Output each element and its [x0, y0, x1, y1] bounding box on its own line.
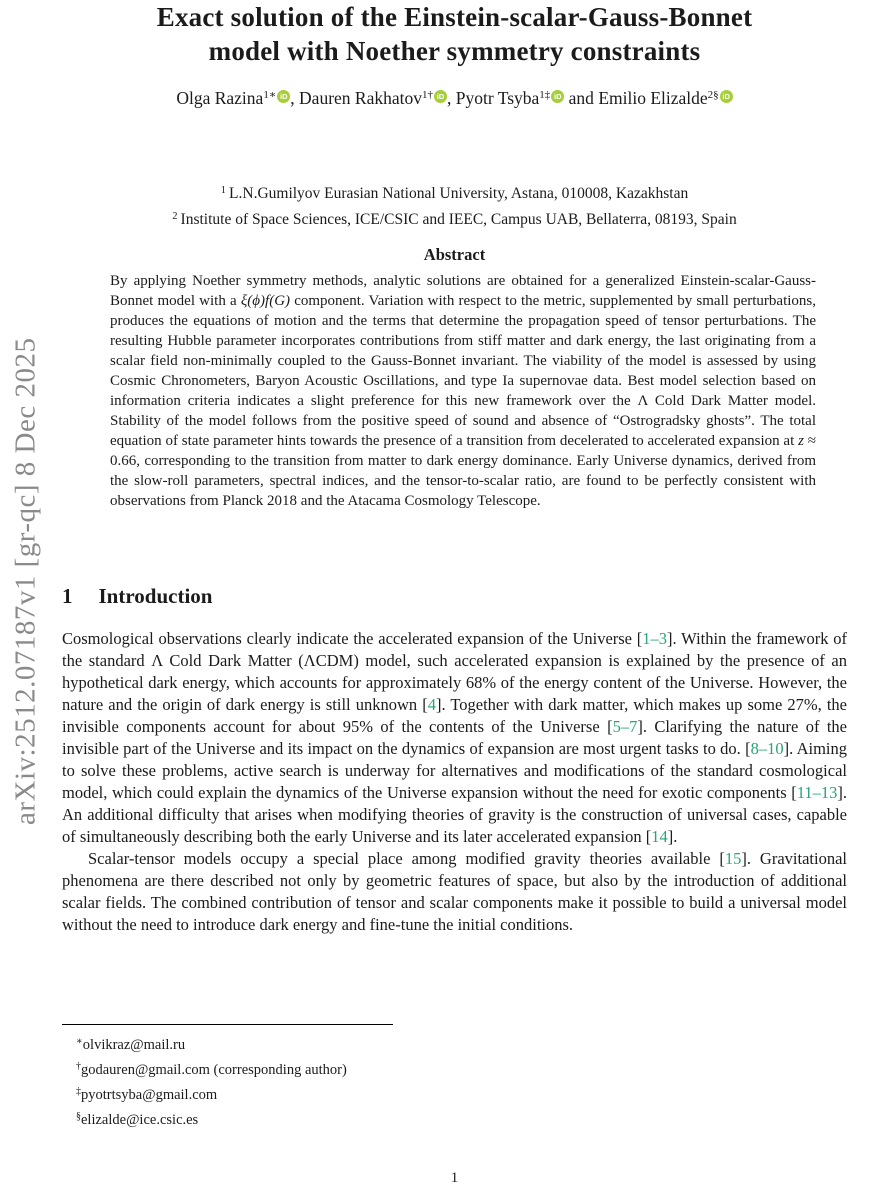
orcid-icon[interactable]: iD [551, 90, 564, 103]
orcid-icon[interactable]: iD [434, 90, 447, 103]
citation-bracket: ] [435, 695, 442, 714]
footnote-line [62, 1081, 662, 1106]
arxiv-banner: arXiv:2512.07187v1 [gr-qc] 8 Dec 2025 [9, 337, 42, 825]
text-run: . Aiming to solve these problems, active search is underway for alternatives and modifications of the standard cosmological model, which could explain the dynamics of the Universe expansion without the need for exotic components [62, 739, 847, 802]
footnote-line [62, 1031, 662, 1056]
citation-bracket: ] [637, 717, 643, 736]
text-run: . Clarifying the nature of the invisible part of the Universe and its impact on the dynamics of expansion are most urgent tasks to do. [62, 717, 847, 758]
text-run: . [673, 827, 678, 846]
text-run: By applying Noether symmetry methods, analytic solutions are obtained for a generalized Einstein-scalar-Gauss-Bonnet model with a [110, 273, 816, 309]
author-footnote-marker: 1† [422, 89, 433, 101]
footnote-line [62, 1056, 662, 1081]
citation-bracket: [ [422, 695, 428, 714]
citation-bracket: [ [607, 717, 613, 736]
paper-title [62, 0, 847, 68]
author-separator: , [290, 88, 300, 108]
citation-link[interactable] [637, 629, 673, 648]
text-run: Scalar-tensor models occupy a special place among modified gravity theories available [88, 849, 720, 868]
orcid-icon[interactable]: iD [277, 90, 290, 103]
orcid-icon[interactable]: iD [720, 90, 733, 103]
paragraph [62, 628, 847, 848]
author-separator: , [447, 88, 456, 108]
affiliation-number: 1 [220, 185, 227, 196]
author-separator: and [564, 88, 599, 108]
footnote-email: elizalde@ice.csic.es [81, 1112, 199, 1128]
paper-title-line2: model with Noether symmetry constraints [208, 36, 701, 66]
citation-link[interactable] [791, 783, 843, 802]
section-title: Introduction [98, 584, 213, 608]
author-footnote-marker: 1∗ [263, 89, 277, 101]
footnote-line [62, 1106, 662, 1131]
citation-link[interactable] [719, 849, 747, 868]
citation-number: 14 [651, 827, 668, 846]
introduction-text [62, 628, 847, 936]
citation-link[interactable] [646, 827, 674, 846]
footnote-marker: § [76, 1111, 81, 1122]
footnote-marker: ∗ [76, 1036, 83, 1047]
text-run: . Together with dark matter, which makes up some 27%, the invisible components account for about 95% of the contents of the Universe [62, 695, 847, 736]
citation-number: 11–13 [796, 783, 838, 802]
citation-bracket: ] [667, 629, 673, 648]
citation-bracket: ] [837, 783, 843, 802]
text-run: . Within the framework of the standard Λ Cold Dark Matter (ΛCDM) model, such accelerated expansion is explained by the presence of an hypothetical dark energy, which accounts for approximately 68% of the energy content of the Universe. However, the nature and the origin of dark energy is still unknown [62, 629, 847, 714]
text-run: Cosmological observations clearly indicate the accelerated expansion of the Universe [62, 629, 637, 648]
footnotes [62, 1031, 662, 1131]
author-name: Dauren Rakhatov [299, 88, 422, 108]
citation-bracket: [ [791, 783, 797, 802]
author-name: Olga Razina [176, 88, 264, 108]
affiliation-number: 2 [172, 210, 178, 222]
text-run: . Gravitational phenomena are there described not only by geometric features of space, but also by the introduction of additional scalar fields. The combined contribution of tensor and scalar components make it possible to build a universal model without the need to introduce dark energy and fine-tune the initial conditions. [62, 849, 847, 934]
footnote-email: olvikraz@mail.ru [82, 1037, 186, 1053]
citation-number: 15 [724, 849, 742, 868]
citation-number: 5–7 [612, 717, 638, 736]
text-run: ≈ 0.66, corresponding to the transition from matter to dark energy dominance. Early Universe dynamics, derived from the slow-roll parameters, spectral indices, and the tensor-to-scalar ratio, are found to be perfectly consistent with observations from Planck 2018 and the Atacama Cosmology Telescope. [110, 433, 816, 509]
citation-number: 4 [427, 695, 436, 714]
affiliation-line [62, 206, 847, 232]
math-inline: z [798, 433, 804, 449]
citation-bracket: [ [645, 827, 652, 846]
citation-link[interactable] [745, 739, 789, 758]
citation-bracket: ] [741, 849, 747, 868]
text-run: . An additional difficulty that arises when modifying theories of gravity is the construction of universal cases, capable of simultaneously describing both the early Universe and its later accelerated expansion [62, 783, 847, 846]
citation-number: 8–10 [750, 739, 784, 758]
page-number: 1 [450, 1170, 459, 1186]
affiliation-text: Institute of Space Sciences, ICE/CSIC and IEEC, Campus UAB, Bellaterra, 08193, Spain [180, 210, 737, 228]
citation-bracket: [ [719, 849, 725, 868]
section-heading-introduction [62, 584, 212, 609]
section-number: 1 [62, 584, 73, 608]
paper-title-line1: Exact solution of the Einstein-scalar-Gauss-Bonnet [156, 2, 753, 32]
abstract-heading: Abstract [423, 245, 486, 264]
citation-bracket: [ [745, 739, 751, 758]
citation-number: 1–3 [642, 629, 668, 648]
text-run: component. Variation with respect to the metric, supplemented by small perturbations, produces the equations of motion and the terms that determine the propagation speed of tensor perturbations. The resulting Hubble parameter incorporates contributions from stiff matter and dark energy, the last originating from a scalar field non-minimally coupled to the Gauss-Bonnet invariant. The viability of the model is assessed by using Cosmic Chronometers, Baryon Acoustic Oscillations, and type Ia supernovae data. Best model selection based on information criteria indicates a slight preference for this new framework over the Λ Cold Dark Matter model. Stability of the model follows from the positive speed of sound and absence of “Ostrogradsky ghosts”. The total equation of state parameter hints towards the presence of a transition from decelerated to accelerated expansion at [110, 293, 816, 449]
footnote-marker: † [76, 1061, 81, 1072]
content-column [62, 0, 847, 1200]
affiliations [62, 180, 847, 231]
footnote-email: pyotrtsyba@gmail.com [81, 1087, 218, 1103]
author-footnote-marker: 2§ [707, 89, 719, 101]
author-line [62, 88, 847, 109]
math-inline: ξ(ϕ)f(G) [240, 293, 291, 309]
abstract-text [110, 271, 816, 511]
author-name: Emilio Elizalde [598, 88, 708, 108]
citation-link[interactable] [422, 695, 441, 714]
footnote-marker: ‡ [76, 1086, 81, 1097]
author-footnote-marker: 1‡ [539, 89, 551, 101]
paragraph [62, 848, 847, 936]
author-name: Pyotr Tsyba [455, 88, 540, 108]
citation-bracket: ] [667, 827, 674, 846]
affiliation-line [62, 180, 847, 206]
citation-bracket: [ [636, 629, 643, 648]
citation-bracket: ] [783, 739, 790, 758]
footnote-email: godauren@gmail.com (corresponding author) [81, 1062, 347, 1078]
citation-link[interactable] [607, 717, 643, 736]
footnote-rule [62, 1024, 393, 1025]
affiliation-text: L.N.Gumilyov Eurasian National University, Astana, 010008, Kazakhstan [229, 185, 689, 202]
